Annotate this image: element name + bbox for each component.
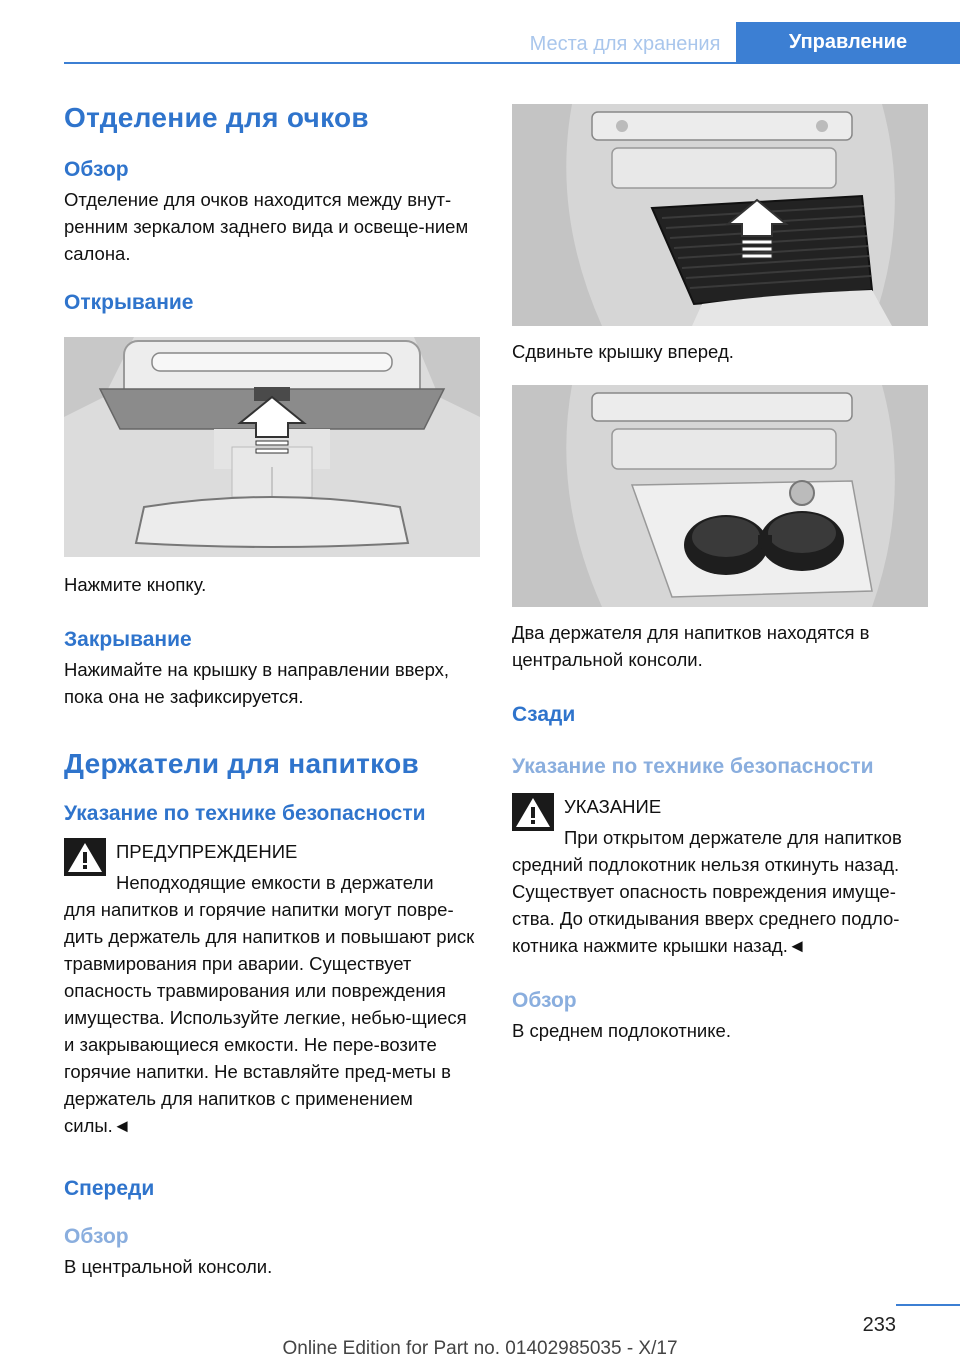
figure1-caption: Нажмите кнопку. [64, 574, 207, 595]
glasses-compartment-title: Отделение для очков [64, 102, 369, 133]
overview-text: Отделение для очков находится между внут-ренним зеркалом заднего вида и освеще-нием салона. [64, 189, 469, 264]
warning-text-first-line: Неподходящие емкости в держатели [116, 872, 434, 893]
header-chapter-tab[interactable]: Управление [736, 22, 960, 62]
front-overview-heading: Обзор [64, 1225, 129, 1248]
front-heading: Спереди [64, 1177, 155, 1200]
note-text: средний подлокотник нельзя откинуть назад. Существует опасность повреждения имуще-ства. До откидывания вверх среднего подло-котника нажмите крышки назад.◄ [512, 854, 900, 956]
safety-heading: Указание по технике безопасности [64, 802, 426, 825]
note-label: УКАЗАНИЕ [564, 796, 662, 817]
cup-holders-title: Держатели для напитков [64, 748, 419, 779]
figure3-caption: Два держателя для напитков находятся в центральной консоли. [512, 622, 870, 670]
figure-slide-cover [512, 104, 928, 326]
warning-triangle-icon [512, 793, 554, 831]
front-overview-text: В центральной консоли. [64, 1256, 273, 1277]
overview-heading: Обзор [64, 158, 129, 181]
rear-safety-heading: Указание по технике безопасности [512, 755, 874, 778]
warning-triangle-icon [64, 838, 106, 876]
note-text-first-line: При открытом держателе для напитков [564, 827, 902, 848]
edition-footer: Online Edition for Part no. 01402985035 - X/17 [282, 1338, 678, 1359]
figure-cup-holders [512, 385, 928, 607]
console-cover-illustration [512, 104, 928, 326]
figure2-caption: Сдвиньте крышку вперед. [512, 341, 734, 362]
figure-glasses-button [64, 337, 480, 557]
warning-block [64, 838, 480, 1139]
warning-text: для напитков и горячие напитки могут повре-дить держатель для напитков и повышают риск травмирования при аварии. Существует опасность травмирования или повреждения имущества. Используйте легкие, небью-щиеся и закрывающиеся емкости. Не пере-возите горячие напитки. Не вставляйте пред-меты в держатель для напитков с применением силы.◄ [64, 899, 475, 1136]
cup-holders-illustration [512, 385, 928, 607]
note-block [512, 793, 928, 959]
footer-rule [896, 1304, 960, 1306]
header-rule [64, 62, 960, 64]
header-section: Места для хранения [529, 33, 721, 55]
closing-heading: Закрывание [64, 628, 192, 651]
glasses-compartment-illustration [64, 337, 480, 557]
page-number: 233 [862, 1314, 896, 1336]
left-column [64, 100, 480, 1280]
rear-overview-text: В среднем подлокотнике. [512, 1020, 731, 1041]
rear-heading: Сзади [512, 703, 576, 726]
right-column [512, 104, 928, 1044]
opening-heading: Открывание [64, 291, 194, 314]
warning-label: ПРЕДУПРЕЖДЕНИЕ [116, 841, 298, 862]
closing-text: Нажимайте на крышку в направлении вверх, пока она не зафиксируется. [64, 659, 450, 707]
rear-overview-heading: Обзор [512, 989, 577, 1012]
